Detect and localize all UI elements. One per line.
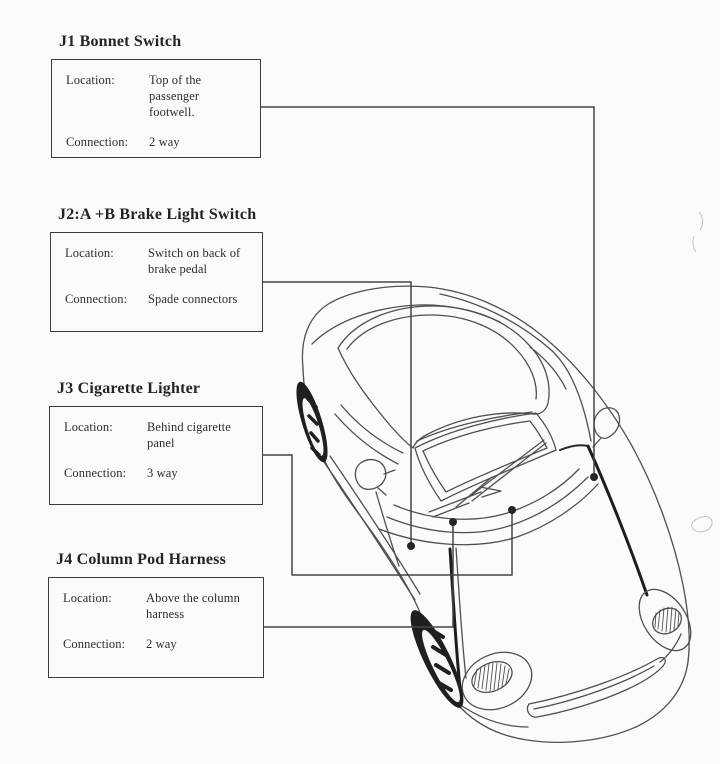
callout-j1-title: J1 Bonnet Switch <box>59 33 182 50</box>
callout-j3-title: J3 Cigarette Lighter <box>57 380 201 397</box>
location-line: brake pedal <box>148 262 208 276</box>
scan-artifact-oval <box>692 517 712 532</box>
location-line: Top of the passenger <box>149 73 202 103</box>
connector-dots <box>407 473 598 550</box>
callout-j4-box <box>48 577 264 678</box>
location-line: Above the column <box>146 591 240 605</box>
location-line: harness <box>146 607 185 621</box>
connector-dot-j4 <box>449 518 457 526</box>
door-top-edge <box>335 414 398 464</box>
connection-label: Connection: <box>64 466 127 480</box>
location-line: Switch on back of <box>148 246 241 260</box>
location-label: Location: <box>65 246 114 260</box>
connector-dot-j1 <box>590 473 598 481</box>
cowl-line-3 <box>379 484 598 545</box>
location-line: Behind cigarette <box>147 420 231 434</box>
callout-j1-box <box>51 59 261 158</box>
cowl-line-1 <box>394 469 579 519</box>
wiper-right-arm <box>456 477 492 507</box>
callout-j4-title: J4 Column Pod Harness <box>56 551 226 568</box>
a-pillar-base-right <box>560 445 588 450</box>
location-label: Location: <box>63 591 112 605</box>
callout-j2 <box>50 206 263 332</box>
callout-j1 <box>51 33 261 158</box>
car-shoulder-line <box>440 294 591 441</box>
connection-label: Connection: <box>65 292 128 306</box>
door-sill-line-2 <box>330 456 420 594</box>
scan-artifact-marks <box>693 212 703 252</box>
location-value <box>146 590 257 622</box>
car-roof-outline <box>338 306 549 448</box>
scan-artifacts <box>692 212 712 532</box>
location-value <box>147 419 256 451</box>
bonnet-shut-right <box>588 446 647 595</box>
callout-j2-box <box>50 232 263 332</box>
location-label: Location: <box>64 420 113 434</box>
location-line: footwell. <box>149 105 195 119</box>
callout-j3-box <box>49 406 263 505</box>
right-mirror <box>594 408 619 439</box>
left-mirror <box>355 460 385 490</box>
left-mirror-stem <box>378 470 395 495</box>
callout-j2-title: J2:A +B Brake Light Switch <box>58 206 257 223</box>
door-sill-line-1 <box>324 462 415 600</box>
connection-value: 3 way <box>147 466 178 480</box>
connection-value: 2 way <box>149 135 180 149</box>
location-value <box>148 245 256 277</box>
headlamp-near-lamp <box>467 656 517 699</box>
headlamp-far-hatching <box>655 607 679 632</box>
location-value <box>149 72 254 120</box>
connection-label: Connection: <box>66 135 129 149</box>
location-label: Location: <box>66 73 115 87</box>
connector-dot-j3 <box>508 506 516 514</box>
callout-j4 <box>48 551 264 678</box>
connection-value: Spade connectors <box>148 292 238 306</box>
connector-dot-j2 <box>407 542 415 550</box>
cowl-line-2 <box>387 477 588 533</box>
headlamp-far-pod <box>629 580 702 660</box>
car-drawing <box>290 286 701 742</box>
front-bumper <box>527 658 665 718</box>
location-line: panel <box>147 436 175 450</box>
connection-value: 2 way <box>146 637 177 651</box>
connection-label: Connection: <box>63 637 126 651</box>
callout-j3 <box>49 380 263 505</box>
